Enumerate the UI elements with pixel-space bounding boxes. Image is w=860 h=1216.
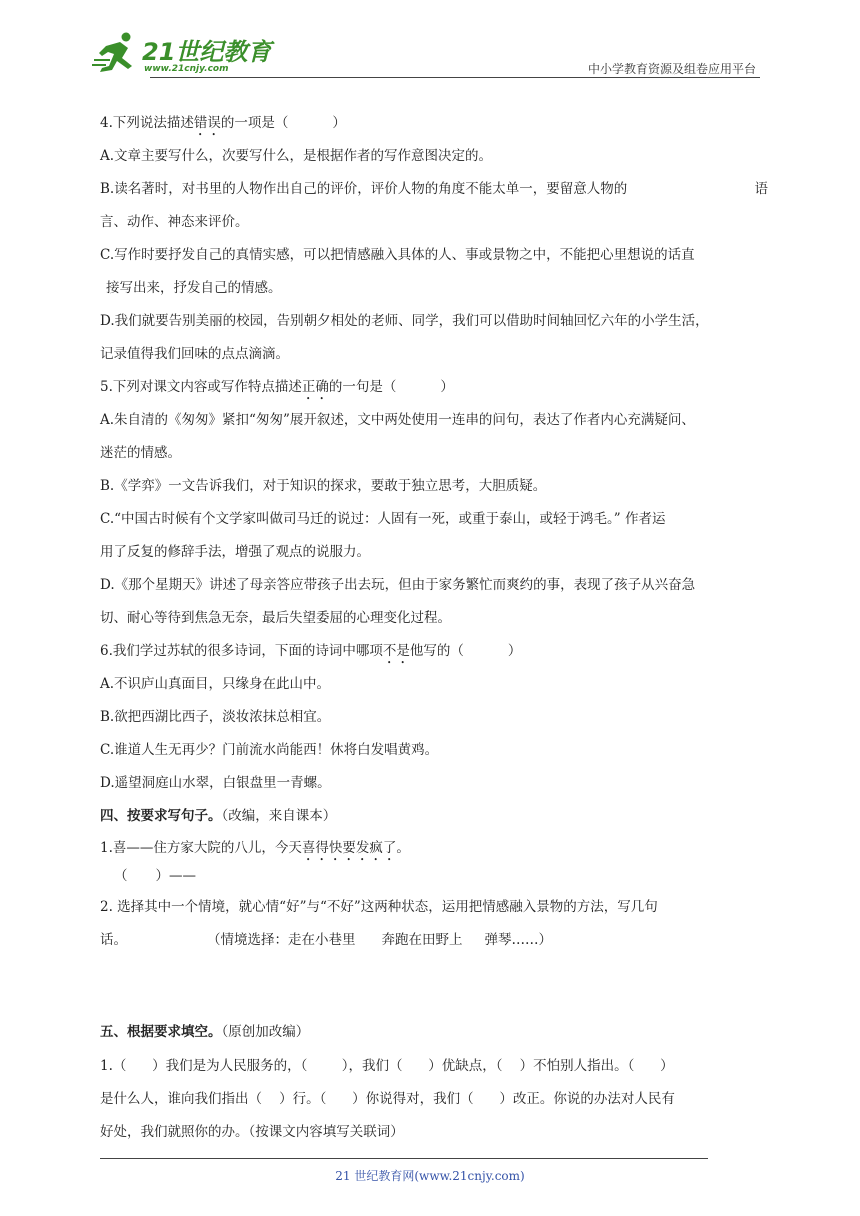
q5-option-d-line2: 切、耐心等待到焦急无奈，最后失望委屈的心理变化过程。 — [100, 610, 451, 626]
q5-option-a-line2: 迷茫的情感。 — [100, 445, 181, 461]
footer-link[interactable]: 21 世纪教育网(www.21cnjy.com) — [335, 1169, 525, 1183]
page-header — [0, 0, 860, 80]
q4-stem: 4.下列说法描述错误的一项是（ ） — [100, 115, 346, 131]
site-logo — [92, 30, 272, 78]
sec4-q1: 1.喜——住方家大院的八儿，今天喜得快要发疯了。 — [100, 840, 410, 856]
sec5-q1-line3: 好处，我们就照你的办。（按课文内容填写关联词） — [100, 1124, 404, 1140]
section-5-heading: 五、根据要求填空。（原创加改编） — [100, 1024, 310, 1040]
q5-option-b: B.《学弈》一文告诉我们，对于知识的探求，要敢于独立思考，大胆质疑。 — [100, 478, 547, 494]
section-4-heading: 四、按要求写句子。（改编，来自课本） — [100, 808, 337, 824]
runner-logo-icon — [92, 30, 142, 74]
q6-option-b: B.欲把西湖比西子，淡妆浓抹总相宜。 — [100, 709, 331, 725]
q4-option-c-line1: C.写作时要抒发自己的真情实感，可以把情感融入具体的人、事或景物之中，不能把心里想说的话直 — [100, 247, 695, 263]
sec4-q2-line2: 话。 （情境选择：走在小巷里 奔跑在田野上 弹琴……） — [100, 932, 552, 948]
sec5-q1-line1: 1.（ ）我们是为人民服务的，（ ），我们（ ）优缺点，（ ）不怕别人指出。（ ） — [100, 1058, 674, 1074]
q4-option-d-line2: 记录值得我们回味的点点滴滴。 — [100, 346, 289, 362]
footer-divider — [100, 1158, 708, 1159]
q4-option-a: A.文章主要写什么，次要写什么，是根据作者的写作意图决定的。 — [100, 148, 493, 164]
q6-option-c: C.谁道人生无再少？门前流水尚能西！休将白发唱黄鸡。 — [100, 742, 439, 758]
header-divider — [150, 77, 760, 78]
sec4-q1-answer: （ ）—— — [114, 868, 196, 884]
sec5-q1-line2: 是什么人，谁向我们指出（ ）行。（ ）你说得对，我们（ ）改正。你说的办法对人民有 — [100, 1091, 675, 1107]
q5-option-c-line1: C.“中国古时候有个文学家叫做司马迁的说过：人固有一死，或重于泰山，或轻于鸿毛。” 作者运 — [100, 511, 666, 527]
logo-url: www.21cnjy.com — [144, 64, 229, 74]
logo-text: 21世纪教育 — [142, 38, 272, 66]
q5-option-a-line1: A.朱自清的《匆匆》紧扣“匆匆”展开叙述，文中两处使用一连串的问句，表达了作者内心充满疑问、 — [100, 412, 695, 428]
q4-option-c-line2: 接写出来，抒发自己的情感。 — [106, 280, 282, 296]
platform-name: 中小学教育资源及组卷应用平台 — [587, 62, 756, 76]
q4-option-b-line1: B.读名著时，对书里的人物作出自己的评价，评价人物的角度不能太单一，要留意人物的 语 — [100, 181, 768, 197]
q5-stem: 5.下列对课文内容或写作特点描述正确的一句是（ ） — [100, 379, 454, 395]
q6-option-d: D.遥望洞庭山水翠，白银盘里一青螺。 — [100, 775, 331, 791]
q5-option-c-line2: 用了反复的修辞手法，增强了观点的说服力。 — [100, 544, 370, 560]
sec4-q2-line1: 2. 选择其中一个情境，就心情“好”与“不好”这两种状态，运用把情感融入景物的方法，写几句 — [100, 899, 658, 915]
q6-stem: 6.我们学过苏轼的很多诗词，下面的诗词中哪项不是他写的（ ） — [100, 643, 522, 659]
q6-option-a: A.不识庐山真面目，只缘身在此山中。 — [100, 676, 331, 692]
q4-option-d-line1: D.我们就要告别美丽的校园，告别朝夕相处的老师、同学，我们可以借助时间轴回忆六年的小学生活， — [100, 313, 709, 329]
q4-option-b-line2: 言、动作、神态来评价。 — [100, 214, 249, 230]
q5-option-d-line1: D.《那个星期天》讲述了母亲答应带孩子出去玩，但由于家务繁忙而爽约的事，表现了孩子从兴奋急 — [100, 577, 696, 593]
